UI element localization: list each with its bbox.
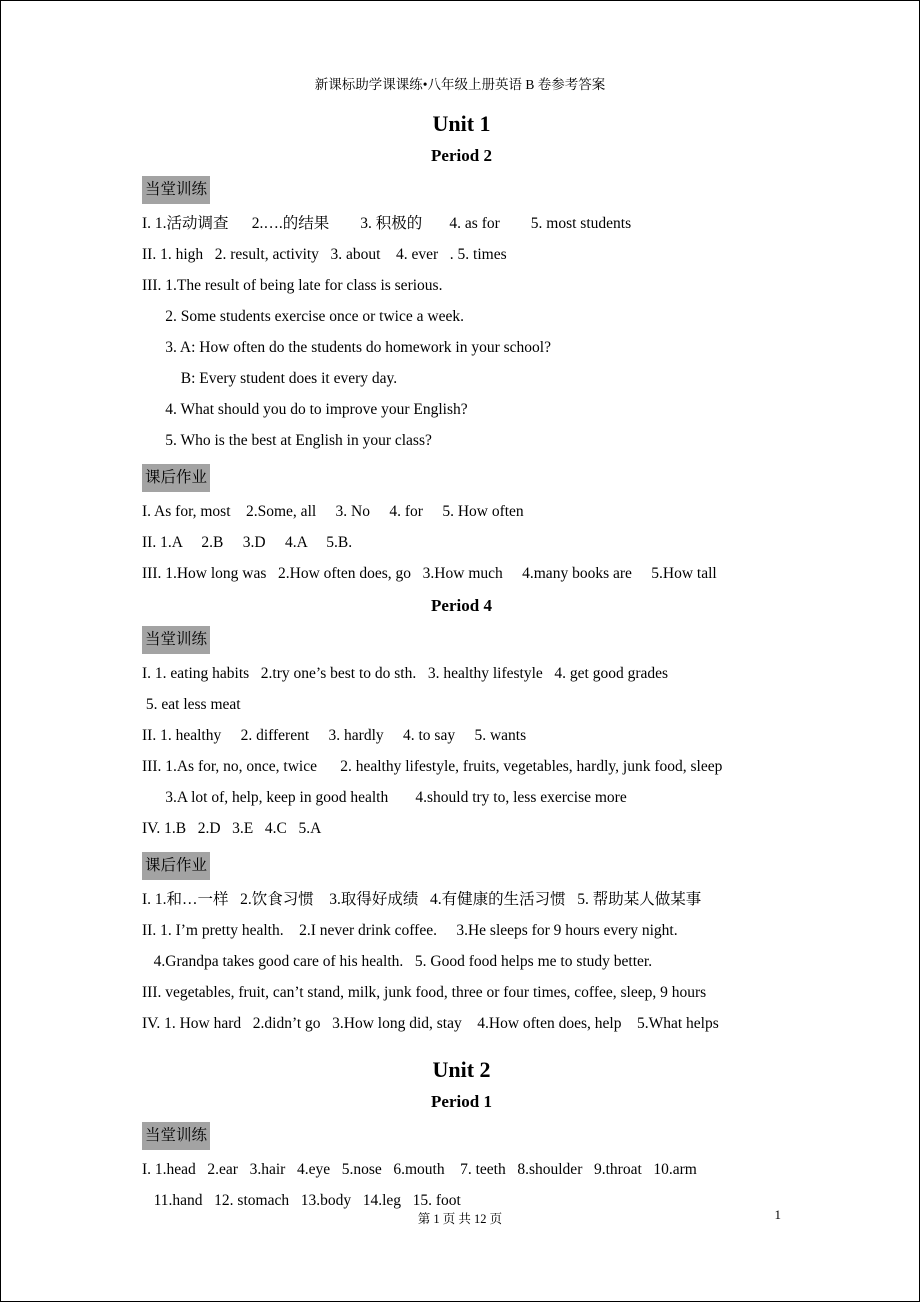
in-class-practice-label: 当堂训练	[142, 1122, 210, 1150]
document-body	[1, 109, 919, 1216]
answer-line: IV. 1.B 2.D 3.E 4.C 5.A	[142, 820, 322, 837]
answer-line: I. 1.活动调查 2.….的结果 3. 积极的 4. as for 5. most students	[142, 215, 632, 232]
period-4-heading: Period 4	[431, 596, 492, 615]
answer-line: II. 1. high 2. result, activity 3. about 4. ever . 5. times	[142, 246, 507, 263]
section-label-row	[142, 852, 781, 880]
in-class-practice-label: 当堂训练	[142, 626, 210, 654]
page-number: 1	[774, 1207, 781, 1222]
answer-line: I. 1.和…一样 2.饮食习惯 3.取得好成绩 4.有健康的生活习惯 5. 帮助某人做某事	[142, 891, 702, 908]
answer-line: 2. Some students exercise once or twice a week.	[142, 308, 464, 325]
section-label-row	[142, 1122, 781, 1150]
answer-line: II. 1. healthy 2. different 3. hardly 4. to say 5. wants	[142, 727, 527, 744]
in-class-practice-label: 当堂训练	[142, 176, 210, 204]
period-1-heading: Period 1	[431, 1092, 492, 1111]
section-label-row	[142, 464, 781, 492]
answer-line: 4.Grandpa takes good care of his health. 5. Good food helps me to study better.	[142, 953, 653, 970]
answer-line: I. 1.head 2.ear 3.hair 4.eye 5.nose 6.mouth 7. teeth 8.shoulder 9.throat 10.arm	[142, 1161, 697, 1178]
section-label-row	[142, 626, 781, 654]
page-footer: 第 1 页 共 12 页	[417, 1212, 503, 1226]
answer-line: IV. 1. How hard 2.didn’t go 3.How long did, stay 4.How often does, help 5.What helps	[142, 1015, 719, 1032]
answer-line: II. 1. I’m pretty health. 2.I never drink coffee. 3.He sleeps for 9 hours every night.	[142, 922, 678, 939]
answer-line: III. 1.The result of being late for class is serious.	[142, 277, 443, 294]
document-header: 新课标助学课课练•八年级上册英语 B 卷参考答案	[314, 77, 606, 92]
answer-line: 5. eat less meat	[142, 696, 241, 713]
answer-line: I. 1. eating habits 2.try one’s best to do sth. 3. healthy lifestyle 4. get good grades	[142, 665, 669, 682]
answer-line: 5. Who is the best at English in your class?	[142, 432, 432, 449]
homework-label: 课后作业	[142, 464, 210, 492]
answer-line: III. vegetables, fruit, can’t stand, milk, junk food, three or four times, coffee, sleep, 9 hours	[142, 984, 707, 1001]
answer-line: II. 1.A 2.B 3.D 4.A 5.B.	[142, 534, 353, 551]
section-label-row	[142, 176, 781, 204]
answer-line: III. 1.How long was 2.How often does, go 3.How much 4.many books are 5.How tall	[142, 565, 717, 582]
period-2-heading: Period 2	[431, 146, 492, 165]
answer-line: 3. A: How often do the students do homework in your school?	[142, 339, 551, 356]
answer-line: 11.hand 12. stomach 13.body 14.leg 15. foot	[142, 1192, 461, 1209]
unit-2-heading: Unit 2	[432, 1057, 491, 1082]
answer-line: B: Every student does it every day.	[142, 370, 398, 387]
answer-line: I. As for, most 2.Some, all 3. No 4. for 5. How often	[142, 503, 524, 520]
unit-1-heading: Unit 1	[432, 111, 491, 136]
homework-label: 课后作业	[142, 852, 210, 880]
answer-line: 4. What should you do to improve your English?	[142, 401, 468, 418]
answer-line: 3.A lot of, help, keep in good health 4.should try to, less exercise more	[142, 789, 627, 806]
answer-line: III. 1.As for, no, once, twice 2. healthy lifestyle, fruits, vegetables, hardly, junk food, sleep	[142, 758, 723, 775]
